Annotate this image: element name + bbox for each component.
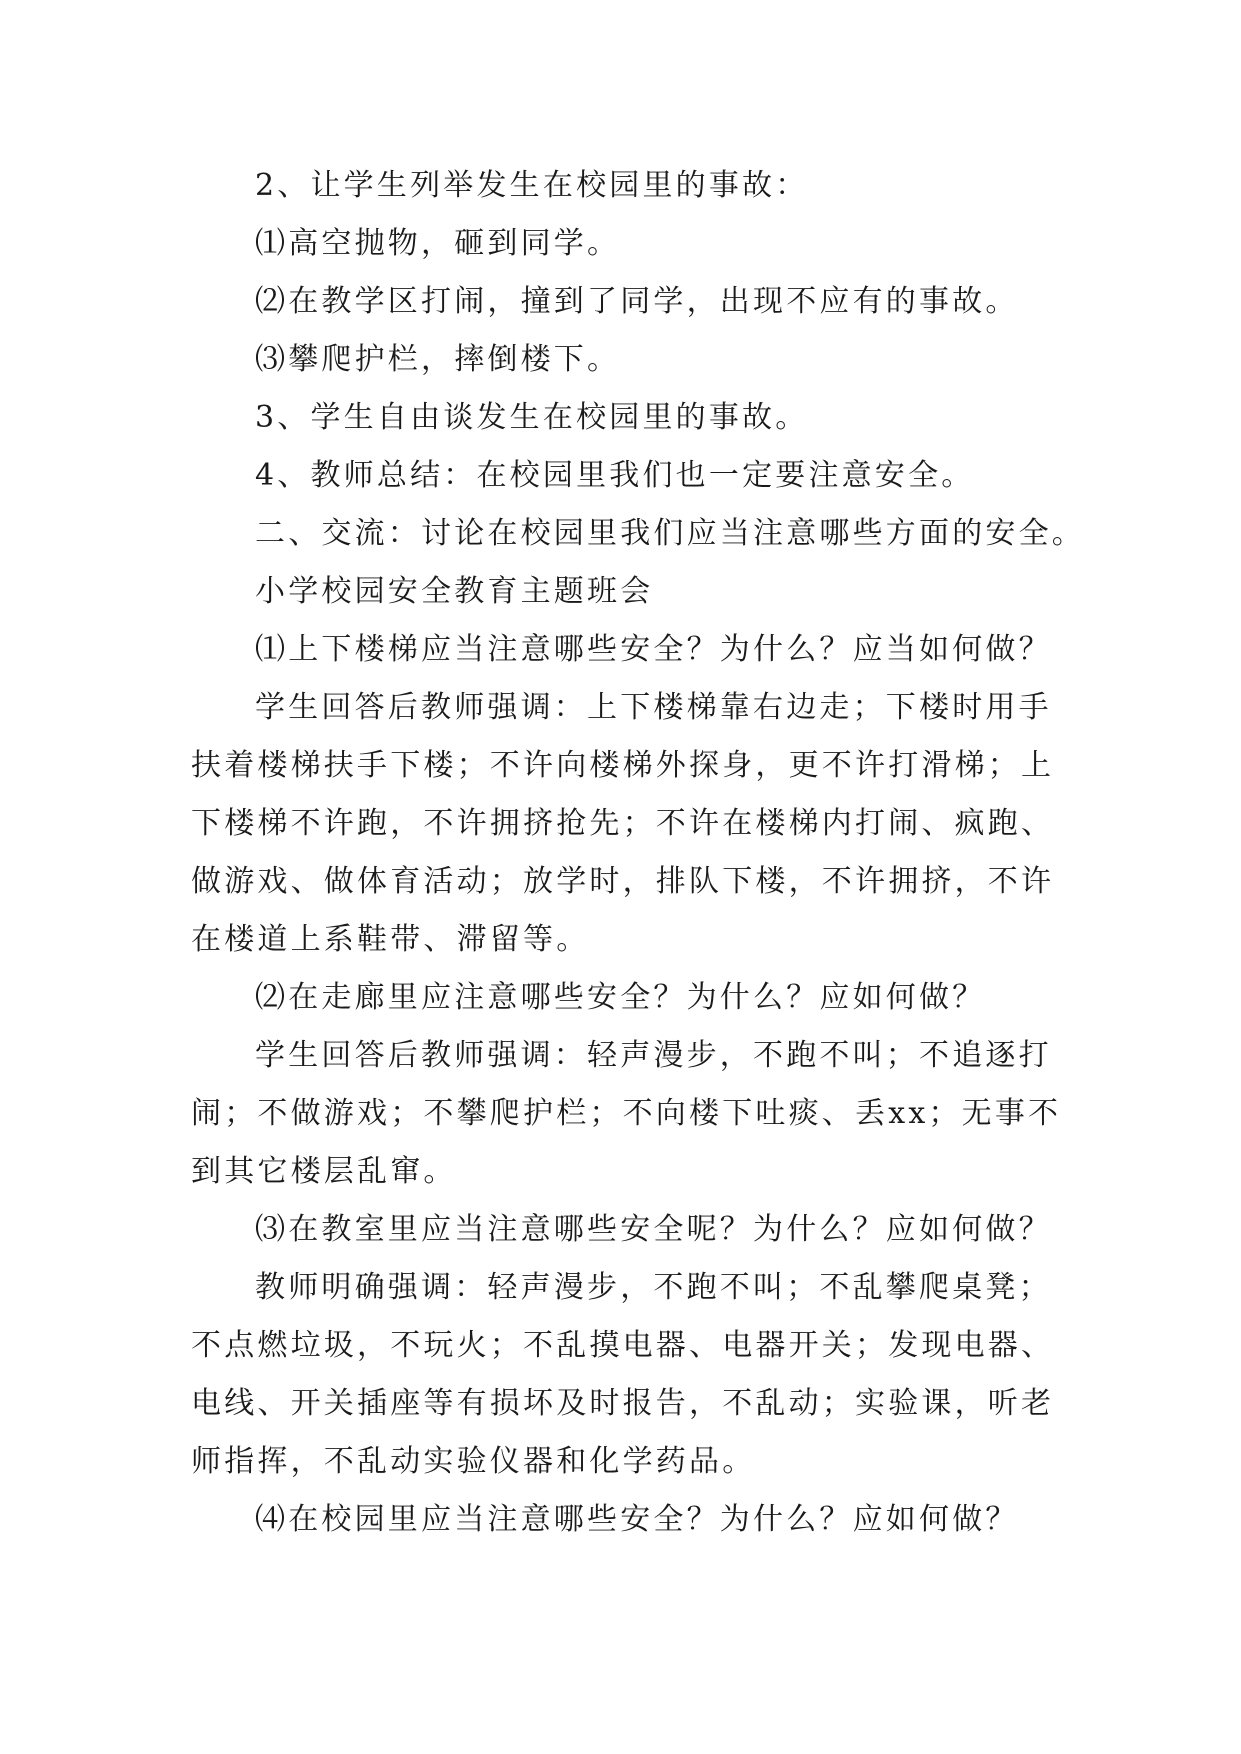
text-line: 不点燃垃圾，不玩火；不乱摸电器、电器开关；发现电器、 — [191, 1328, 1055, 1363]
text-line: ⑴高空抛物，砸到同学。 — [255, 226, 621, 261]
text-line: 到其它楼层乱窜。 — [191, 1154, 457, 1189]
text-line: 闹；不做游戏；不攀爬护栏；不向楼下吐痰、丢xx；无事不 — [191, 1096, 1062, 1131]
text-line: 师指挥，不乱动实验仪器和化学药品。 — [191, 1444, 756, 1479]
text-line: 在楼道上系鞋带、滞留等。 — [191, 922, 590, 957]
text-line: 学生回答后教师强调：上下楼梯靠右边走；下楼时用手 — [255, 690, 1052, 725]
text-line: 二、交流：讨论在校园里我们应当注意哪些方面的安全。 — [255, 516, 1085, 551]
text-line: 4、教师总结：在校园里我们也一定要注意安全。 — [255, 458, 975, 493]
section-title: 小学校园安全教育主题班会 — [255, 574, 654, 609]
text-line: 2、让学生列举发生在校园里的事故： — [255, 168, 809, 203]
text-line: ⑵在走廊里应注意哪些安全？为什么？应如何做？ — [255, 980, 986, 1015]
text-line: ⑷在校园里应当注意哪些安全？为什么？应如何做？ — [255, 1502, 1019, 1537]
text-line: 扶着楼梯扶手下楼；不许向楼梯外探身，更不许打滑梯；上 — [191, 748, 1055, 783]
text-line: 下楼梯不许跑，不许拥挤抢先；不许在楼梯内打闹、疯跑、 — [191, 806, 1055, 841]
text-line: 做游戏、做体育活动；放学时，排队下楼，不许拥挤，不许 — [191, 864, 1055, 899]
text-line: ⑵在教学区打闹，撞到了同学，出现不应有的事故。 — [255, 284, 1019, 319]
text-line: ⑶攀爬护栏，摔倒楼下。 — [255, 342, 621, 377]
text-line: 学生回答后教师强调：轻声漫步，不跑不叫；不追逐打 — [255, 1038, 1052, 1073]
text-line: ⑶在教室里应当注意哪些安全呢？为什么？应如何做？ — [255, 1212, 1052, 1247]
text-line: ⑴上下楼梯应当注意哪些安全？为什么？应当如何做？ — [255, 632, 1052, 667]
text-line: 3、学生自由谈发生在校园里的事故。 — [255, 400, 809, 435]
text-line: 教师明确强调：轻声漫步，不跑不叫；不乱攀爬桌凳； — [255, 1270, 1052, 1305]
text-line: 电线、开关插座等有损坏及时报告，不乱动；实验课，听老 — [191, 1386, 1055, 1421]
